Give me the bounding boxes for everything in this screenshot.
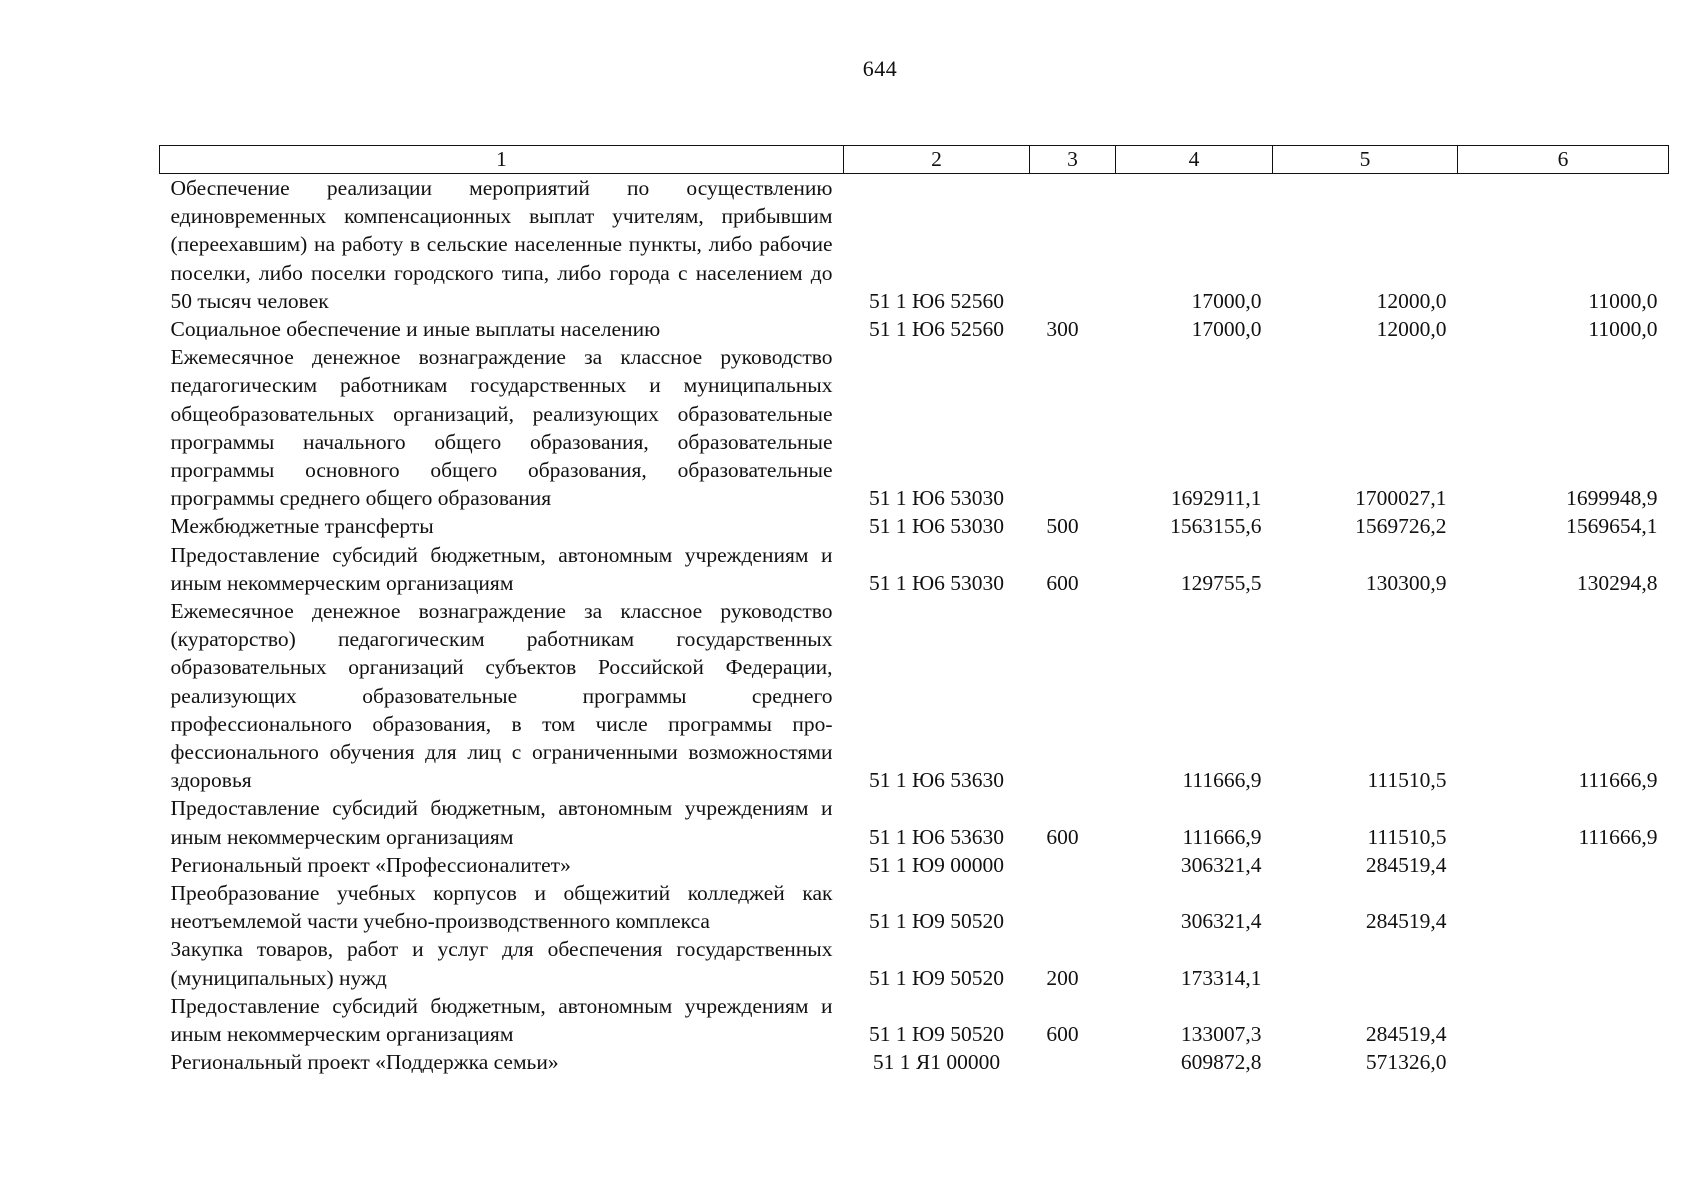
- row-expense-type: [1030, 1048, 1116, 1076]
- row-name: Преобразование учебных корпусов и общежитий колледжей как неотъемлемой части учебно-производственного комплекса: [170, 881, 833, 934]
- row-value-col6: 111666,9: [1578, 768, 1658, 793]
- row-value-col4: 609872,8: [1180, 1050, 1262, 1075]
- row-name: Закупка товаров, работ и услуг для обеспечения государственных (муниципальных) нужд: [170, 937, 833, 990]
- row-expense-type: 500: [1046, 514, 1079, 539]
- row-name: Предоставление субсидий бюджетным, автономным учреждениям и иным некоммерческим организациям: [170, 542, 833, 595]
- table-row: [160, 174, 1669, 316]
- row-value-col5: 284519,4: [1365, 1022, 1447, 1047]
- row-expense-type: 600: [1046, 824, 1079, 849]
- row-value-col5: 111510,5: [1367, 768, 1447, 793]
- row-value-col4: 17000,0: [1191, 317, 1262, 342]
- row-code: 51 1 Ю6 53630: [869, 824, 1004, 849]
- row-value-col6: 11000,0: [1588, 288, 1658, 313]
- row-name: Межбюджетные трансферты: [170, 514, 434, 539]
- table-row: [160, 597, 1669, 794]
- row-value-col4: 17000,0: [1191, 288, 1262, 313]
- table-row: [160, 541, 1669, 597]
- column-header-3: 3: [1030, 146, 1116, 174]
- row-expense-type: 300: [1046, 317, 1079, 342]
- row-value-col5: 1700027,1: [1355, 486, 1447, 511]
- row-value-col4: 306321,4: [1180, 852, 1262, 877]
- table-row: [160, 1048, 1669, 1076]
- row-code: 51 1 Ю9 50520: [869, 909, 1004, 934]
- row-name: Социальное обеспечение и иные выплаты населению: [170, 317, 661, 342]
- row-expense-type: [1030, 174, 1116, 316]
- row-code: 51 1 Я1 00000: [872, 1050, 1001, 1075]
- row-value-col4: 111666,9: [1182, 824, 1262, 849]
- row-value-col4: 129755,5: [1180, 570, 1262, 595]
- table-row: [160, 512, 1669, 540]
- row-value-col4: 133007,3: [1180, 1022, 1262, 1047]
- table-row: [160, 794, 1669, 850]
- table-row: [160, 851, 1669, 879]
- row-name: Предоставление субсидий бюджетным, автономным учреждениям и иным некоммерческим организациям: [170, 796, 833, 849]
- row-value-col5: 284519,4: [1365, 909, 1447, 934]
- row-name: Ежемесячное денежное вознаграждение за классное руководство педагогическим работникам государственных и муниципальных общеобразовательных организаций, реализующих образовательные программы начального общего образования, образовательные программы основного общего образования, образовательные программы среднего общего образования: [170, 345, 833, 511]
- row-name: Обеспечение реализации мероприятий по осуществлению единовременных компенсационных выплат учителям, прибывшим (переехавшим) на работу в сельские населенные пункты, либо рабочие поселки, либо поселки городского типа, либо города с населением до 50 тысяч человек: [170, 176, 833, 313]
- row-code: 51 1 Ю6 53030: [869, 570, 1004, 595]
- row-code: 51 1 Ю6 52560: [869, 288, 1004, 313]
- row-value-col6: 130294,8: [1576, 570, 1658, 595]
- row-value-col5: 130300,9: [1365, 570, 1447, 595]
- table-row: [160, 343, 1669, 512]
- row-code: 51 1 Ю9 50520: [869, 965, 1004, 990]
- budget-table: [159, 145, 1669, 1077]
- row-code: 51 1 Ю6 53030: [869, 486, 1004, 511]
- row-value-col4: 173314,1: [1180, 965, 1262, 990]
- table-row: [160, 935, 1669, 991]
- row-value-col5: [1273, 935, 1458, 991]
- page-number: 644: [862, 56, 898, 81]
- table-row: [160, 879, 1669, 935]
- row-expense-type: [1030, 343, 1116, 512]
- row-expense-type: [1030, 597, 1116, 794]
- column-header-5: 5: [1273, 146, 1458, 174]
- row-value-col6: 1569654,1: [1566, 514, 1658, 539]
- row-value-col6: 111666,9: [1578, 824, 1658, 849]
- row-name: Предоставление субсидий бюджетным, автономным учреждениям и иным некоммерческим организациям: [170, 993, 833, 1047]
- row-code: 51 1 Ю6 53630: [869, 768, 1004, 793]
- row-value-col5: 12000,0: [1376, 288, 1447, 313]
- row-value-col5: 111510,5: [1367, 824, 1447, 849]
- column-header-6: 6: [1458, 146, 1669, 174]
- column-header-2: 2: [844, 146, 1030, 174]
- header-row: [160, 146, 1669, 174]
- row-value-col5: 284519,4: [1365, 852, 1447, 877]
- row-code: 51 1 Ю6 52560: [869, 317, 1004, 342]
- row-value-col6: [1458, 992, 1669, 1048]
- row-value-col6: [1458, 879, 1669, 935]
- row-value-col6: [1458, 1048, 1669, 1076]
- row-value-col4: 111666,9: [1182, 768, 1262, 793]
- column-header-1: 1: [160, 146, 844, 174]
- row-value-col6: 11000,0: [1588, 317, 1658, 342]
- table-row: [160, 315, 1669, 343]
- row-expense-type: [1030, 851, 1116, 879]
- row-expense-type: 600: [1046, 1022, 1079, 1047]
- table-row: [160, 992, 1669, 1048]
- row-name: Региональный проект «Профессионалитет»: [170, 852, 571, 877]
- row-code: 51 1 Ю9 00000: [869, 852, 1004, 877]
- row-value-col6: [1458, 851, 1669, 879]
- row-name: Ежемесячное денежное вознаграждение за классное руководство (кураторство) педагогическим работникам государственных образовательных организаций субъектов Российской Федерации, реализующих образовательные программы среднего профессионального образования, в том числе программы профессионального обучения для лиц с ограниченными возможностями здоровья: [170, 599, 833, 793]
- row-value-col4: 1692911,1: [1170, 486, 1262, 511]
- row-value-col4: 1563155,6: [1170, 514, 1262, 539]
- row-value-col5: 1569726,2: [1355, 514, 1447, 539]
- row-code: 51 1 Ю6 53030: [869, 514, 1004, 539]
- row-expense-type: 200: [1046, 965, 1079, 990]
- row-expense-type: 600: [1046, 570, 1079, 595]
- table-header: [160, 146, 1669, 174]
- row-value-col6: [1458, 935, 1669, 991]
- row-value-col4: 306321,4: [1180, 909, 1262, 934]
- column-header-4: 4: [1116, 146, 1273, 174]
- row-expense-type: [1030, 879, 1116, 935]
- row-value-col6: 1699948,9: [1566, 486, 1658, 511]
- row-name: Региональный проект «Поддержка семьи»: [170, 1050, 559, 1075]
- table-body: [160, 174, 1669, 1077]
- row-value-col5: 571326,0: [1365, 1050, 1447, 1075]
- row-value-col5: 12000,0: [1376, 317, 1447, 342]
- row-code: 51 1 Ю9 50520: [869, 1022, 1004, 1047]
